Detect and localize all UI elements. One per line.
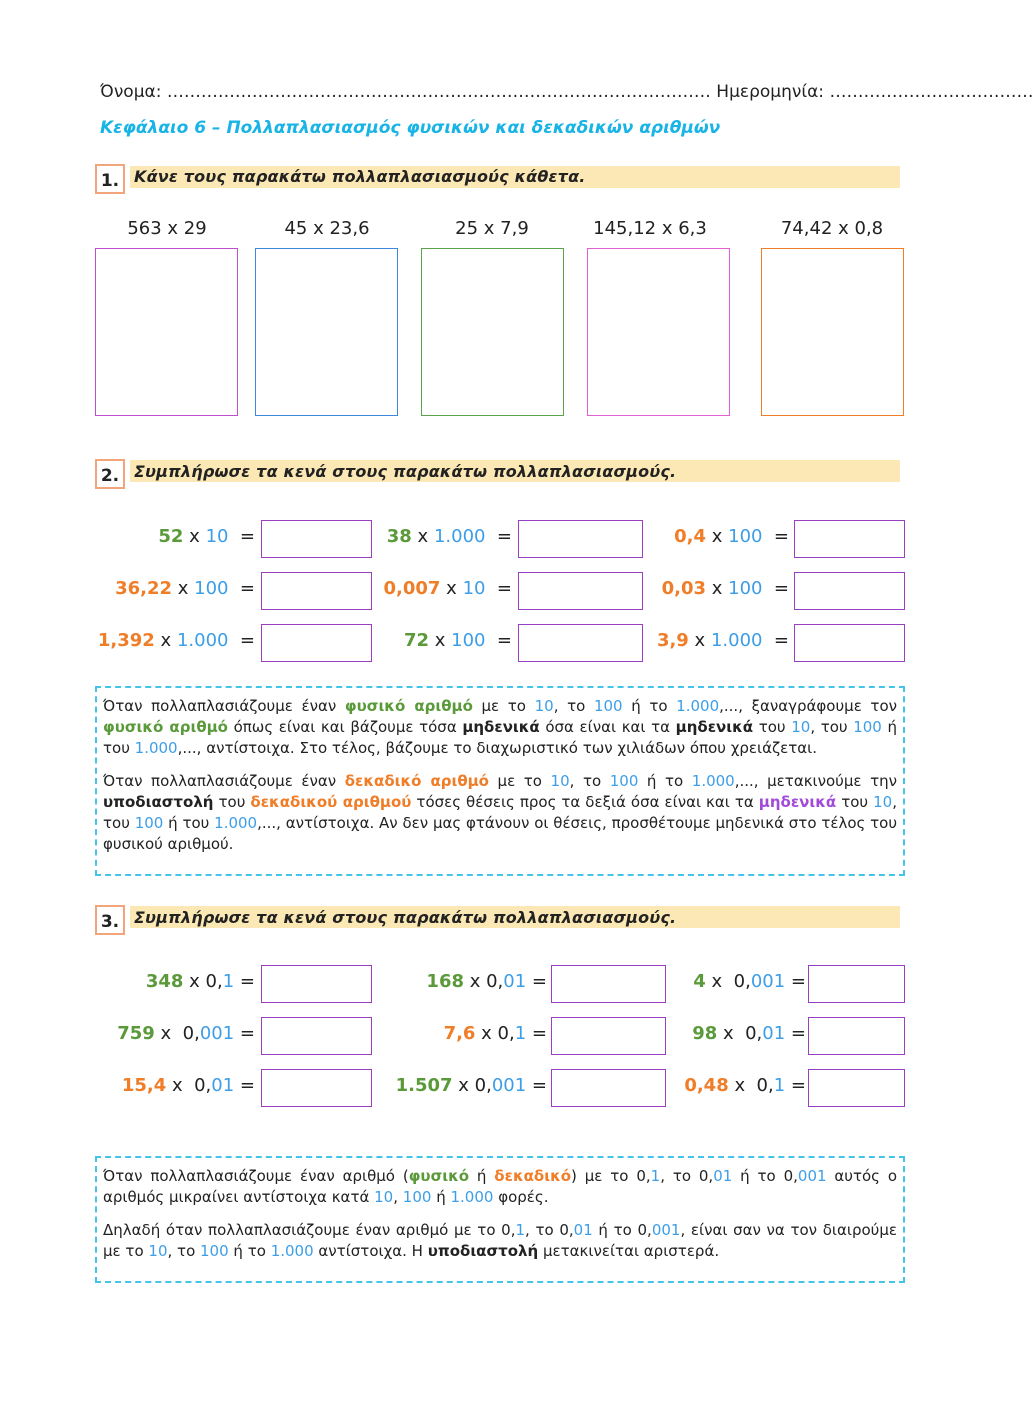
answer-box[interactable] bbox=[808, 965, 905, 1003]
operator: x bbox=[688, 630, 711, 651]
operator: x 0, bbox=[464, 971, 504, 992]
text-segment: , το bbox=[553, 697, 594, 715]
text-segment: , το bbox=[569, 772, 610, 790]
equals-sign: = bbox=[228, 578, 255, 599]
text-segment: , είναι σαν να τον διαιρούμε με το bbox=[103, 1221, 897, 1260]
text-segment: ή το 0, bbox=[732, 1167, 798, 1185]
text-segment: 1.000 bbox=[450, 1188, 494, 1206]
multiplier-zeros: 00 bbox=[739, 578, 763, 599]
equals-sign: = bbox=[228, 630, 255, 651]
equation bbox=[115, 578, 255, 599]
work-area-box[interactable] bbox=[255, 248, 398, 416]
text-segment: , του bbox=[810, 718, 854, 736]
text-segment: μηδενικά bbox=[758, 793, 837, 811]
equation bbox=[657, 630, 789, 651]
text-segment: 10 bbox=[791, 718, 811, 736]
operator: x bbox=[440, 578, 463, 599]
text-segment: του bbox=[213, 793, 251, 811]
text-segment: ή του bbox=[163, 814, 215, 832]
text-segment: με το bbox=[488, 772, 551, 790]
text-segment: Όταν πολλαπλασιάζουμε έναν bbox=[103, 772, 345, 790]
operator: x bbox=[154, 630, 177, 651]
equals-sign: = bbox=[485, 526, 512, 547]
operand: 52 bbox=[158, 526, 184, 547]
section-1-number: 1. bbox=[95, 164, 125, 194]
equation bbox=[693, 971, 806, 992]
text-segment: 100 bbox=[134, 814, 164, 832]
text-segment: 100 bbox=[593, 697, 623, 715]
section-1-title: Κάνε τους παρακάτω πολλαπλασιασμούς κάθετα. bbox=[134, 167, 586, 186]
equation bbox=[444, 1023, 547, 1044]
text-segment: 001 bbox=[651, 1221, 681, 1239]
answer-box[interactable] bbox=[261, 520, 372, 558]
section-2-title: Συμπλήρωσε τα κενά στους παρακάτω πολλαπλασιασμούς. bbox=[134, 462, 677, 481]
text-segment: , το bbox=[167, 1242, 201, 1260]
equation bbox=[158, 526, 255, 547]
text-segment: με το bbox=[472, 697, 535, 715]
answer-box[interactable] bbox=[261, 1017, 372, 1055]
multiplier-digits: 001 bbox=[750, 971, 786, 992]
text-segment: Όταν πολλαπλασιάζουμε έναν αριθμό ( bbox=[103, 1167, 409, 1185]
multiplier-zeros: 0 bbox=[474, 578, 486, 599]
text-segment: ,..., αντίστοιχα. Στο τέλος, βάζουμε το διαχωριστικό των χιλιάδων όπου χρειάζεται. bbox=[177, 739, 818, 757]
date-field[interactable]: ……………………………… bbox=[829, 82, 1033, 102]
multiplier-digits: 01 bbox=[762, 1023, 786, 1044]
answer-box[interactable] bbox=[518, 624, 643, 662]
operator: x bbox=[411, 526, 434, 547]
operand: 0,4 bbox=[674, 526, 706, 547]
operand: 168 bbox=[426, 971, 464, 992]
text-segment: 1.000 bbox=[214, 814, 258, 832]
text-segment: ή το bbox=[228, 1242, 271, 1260]
equals-sign: = bbox=[762, 526, 789, 547]
operand: 15,4 bbox=[121, 1075, 167, 1096]
text-segment: 10 bbox=[550, 772, 570, 790]
problem-label: 563 x 29 bbox=[127, 218, 207, 239]
section-3-number: 3. bbox=[95, 905, 125, 935]
answer-box[interactable] bbox=[794, 572, 905, 610]
operand: 759 bbox=[117, 1023, 155, 1044]
answer-box[interactable] bbox=[518, 520, 643, 558]
text-segment: δεκαδικό αριθμό bbox=[344, 772, 489, 790]
equation bbox=[117, 1023, 255, 1044]
equals-sign: = bbox=[785, 1075, 806, 1096]
equals-sign: = bbox=[485, 630, 512, 651]
equation bbox=[674, 526, 789, 547]
answer-box[interactable] bbox=[551, 1017, 666, 1055]
multiplier-digits: 01 bbox=[211, 1075, 235, 1096]
problem-label: 145,12 x 6,3 bbox=[593, 218, 707, 239]
equation bbox=[98, 630, 255, 651]
answer-box[interactable] bbox=[261, 624, 372, 662]
text-segment: 1 bbox=[515, 1221, 526, 1239]
text-segment: 1 bbox=[650, 1167, 661, 1185]
answer-box[interactable] bbox=[794, 624, 905, 662]
multiplier-digit: 1 bbox=[728, 578, 740, 599]
operator: x 0, bbox=[452, 1075, 492, 1096]
problem-label: 25 x 7,9 bbox=[455, 218, 529, 239]
answer-box[interactable] bbox=[794, 520, 905, 558]
text-segment: 10 bbox=[374, 1188, 394, 1206]
answer-box[interactable] bbox=[551, 965, 666, 1003]
operand: 98 bbox=[692, 1023, 718, 1044]
answer-box[interactable] bbox=[261, 1069, 372, 1107]
work-area-box[interactable] bbox=[587, 248, 730, 416]
text-segment: υποδιαστολή bbox=[427, 1242, 539, 1260]
text-segment: φυσικό αριθμό bbox=[344, 697, 473, 715]
answer-box[interactable] bbox=[518, 572, 643, 610]
operator: x bbox=[706, 526, 729, 547]
operator: x 0, bbox=[475, 1023, 515, 1044]
equation bbox=[426, 971, 547, 992]
text-segment: 01 bbox=[573, 1221, 593, 1239]
text-segment: ή το bbox=[638, 772, 692, 790]
note-2-paragraph-1 bbox=[103, 1166, 897, 1208]
operand: 348 bbox=[145, 971, 184, 992]
operator: x bbox=[706, 578, 729, 599]
answer-box[interactable] bbox=[261, 965, 372, 1003]
equation bbox=[387, 526, 512, 547]
operator: x 0, bbox=[183, 971, 223, 992]
text-segment: ή bbox=[431, 1188, 451, 1206]
text-segment: δεκαδικό bbox=[494, 1167, 572, 1185]
text-segment: 1.000 bbox=[134, 739, 178, 757]
equation bbox=[146, 971, 255, 992]
work-area-box[interactable] bbox=[761, 248, 904, 416]
text-segment: φορές. bbox=[493, 1188, 549, 1206]
operand: 3,9 bbox=[656, 630, 689, 651]
equation bbox=[404, 630, 512, 651]
multiplier-digit: 1 bbox=[728, 526, 740, 547]
multiplier-digit: 1 bbox=[194, 578, 206, 599]
multiplier-digits: 1 bbox=[514, 1023, 527, 1044]
text-segment: ,..., αντίστοιχα. Αν δεν μας φτάνουν οι θέσεις, προσθέτουμε μηδενικά στο τέλος του φυσικού αριθμού. bbox=[103, 814, 898, 853]
multiplier-zeros: 00 bbox=[739, 526, 763, 547]
text-segment: τόσες θέσεις προς τα δεξιά όσα είναι και τα bbox=[411, 793, 759, 811]
operand: 4 bbox=[693, 971, 706, 992]
text-segment: του bbox=[836, 793, 874, 811]
text-segment: 100 bbox=[609, 772, 639, 790]
text-segment: αντίστοιχα. Η bbox=[313, 1242, 428, 1260]
operand: 1.507 bbox=[395, 1075, 453, 1096]
text-segment: , το 0, bbox=[525, 1221, 574, 1239]
text-segment: φυσικό bbox=[408, 1167, 470, 1185]
multiplier-digits: 1 bbox=[222, 971, 235, 992]
note-box-1 bbox=[95, 686, 905, 876]
operator: x 0, bbox=[717, 1023, 763, 1044]
operator: x bbox=[183, 526, 206, 547]
operand: 36,22 bbox=[115, 578, 172, 599]
operand: 0,48 bbox=[684, 1075, 729, 1096]
multiplier-digit: 1 bbox=[205, 526, 218, 547]
multiplier-digits: 001 bbox=[491, 1075, 527, 1096]
operand: 7,6 bbox=[443, 1023, 476, 1044]
text-segment: ή του bbox=[103, 718, 897, 757]
note-box-2 bbox=[95, 1156, 905, 1283]
text-segment: , του bbox=[103, 793, 897, 832]
text-segment: όπως είναι και βάζουμε τόσα bbox=[227, 718, 463, 736]
text-segment: Δηλαδή όταν πολλαπλασιάζουμε έναν αριθμό με το 0, bbox=[103, 1221, 516, 1239]
text-segment: ή bbox=[469, 1167, 495, 1185]
equals-sign: = bbox=[762, 578, 789, 599]
work-area-box[interactable] bbox=[95, 248, 238, 416]
text-segment: όσα είναι και τα bbox=[539, 718, 676, 736]
text-segment: Όταν πολλαπλασιάζουμε έναν bbox=[103, 697, 345, 715]
multiplier-zeros: .000 bbox=[722, 630, 763, 651]
date-label: Ημερομηνία: bbox=[716, 82, 825, 102]
header-line bbox=[100, 82, 1033, 102]
text-segment: υποδιαστολή bbox=[103, 793, 214, 811]
multiplier-digit: 1 bbox=[433, 526, 446, 547]
operand: 72 bbox=[403, 630, 429, 651]
equals-sign: = bbox=[234, 1023, 255, 1044]
multiplier-zeros: .000 bbox=[445, 526, 486, 547]
text-segment: μηδενικά bbox=[675, 718, 754, 736]
answer-box[interactable] bbox=[551, 1069, 666, 1107]
note-1-paragraph-1 bbox=[103, 696, 897, 759]
text-segment: ή το 0, bbox=[592, 1221, 652, 1239]
note-1-paragraph-2 bbox=[103, 771, 897, 855]
equation bbox=[684, 1075, 806, 1096]
text-segment: 01 bbox=[713, 1167, 733, 1185]
text-segment: ,..., ξαναγράφουμε τον bbox=[719, 697, 898, 715]
text-segment: 001 bbox=[797, 1167, 827, 1185]
multiplier-digits: 001 bbox=[199, 1023, 235, 1044]
text-segment: φυσικό αριθμό bbox=[103, 718, 228, 736]
text-segment: μετακινείται αριστερά. bbox=[538, 1242, 720, 1260]
multiplier-digit: 1 bbox=[462, 578, 475, 599]
text-segment: 100 bbox=[200, 1242, 229, 1260]
name-field[interactable]: …………………………………………………………………………………… bbox=[166, 82, 711, 102]
multiplier-digit: 1 bbox=[176, 630, 189, 651]
multiplier-zeros: 0 bbox=[217, 526, 229, 547]
multiplier-digits: 1 bbox=[773, 1075, 786, 1096]
text-segment: ) με το 0, bbox=[571, 1167, 651, 1185]
operator: x 0, bbox=[705, 971, 751, 992]
multiplier-zeros: 00 bbox=[462, 630, 486, 651]
text-segment: , bbox=[393, 1188, 403, 1206]
text-segment: 100 bbox=[402, 1188, 432, 1206]
equals-sign: = bbox=[234, 1075, 255, 1096]
equals-sign: = bbox=[526, 971, 547, 992]
equation bbox=[396, 1075, 547, 1096]
text-segment: 10 bbox=[148, 1242, 168, 1260]
operand: 0,007 bbox=[383, 578, 441, 599]
answer-box[interactable] bbox=[261, 572, 372, 610]
text-segment: ή το bbox=[622, 697, 677, 715]
text-segment: αυτός ο αριθμός μικραίνει αντίστοιχα κατά bbox=[103, 1167, 898, 1206]
operator: x 0, bbox=[166, 1075, 212, 1096]
text-segment: , το 0, bbox=[660, 1167, 714, 1185]
text-segment: δεκαδικού αριθμού bbox=[250, 793, 412, 811]
text-segment: 100 bbox=[853, 718, 882, 736]
multiplier-zeros: 00 bbox=[205, 578, 229, 599]
operator: x 0, bbox=[154, 1023, 200, 1044]
operator: x 0, bbox=[728, 1075, 774, 1096]
section-2-number: 2. bbox=[95, 459, 125, 489]
equation bbox=[384, 578, 512, 599]
equals-sign: = bbox=[234, 971, 255, 992]
equals-sign: = bbox=[526, 1023, 547, 1044]
chapter-title: Κεφάλαιο 6 – Πολλαπλασιασμός φυσικών και δεκαδικών αριθμών bbox=[100, 118, 721, 138]
text-segment: 1.000 bbox=[270, 1242, 314, 1260]
text-segment: 10 bbox=[534, 697, 554, 715]
multiplier-digits: 01 bbox=[503, 971, 527, 992]
equals-sign: = bbox=[762, 630, 789, 651]
text-segment: μηδενικά bbox=[462, 718, 540, 736]
equation bbox=[692, 1023, 806, 1044]
equals-sign: = bbox=[485, 578, 512, 599]
answer-box[interactable] bbox=[808, 1069, 905, 1107]
text-segment: του bbox=[753, 718, 792, 736]
section-3-title: Συμπλήρωσε τα κενά στους παρακάτω πολλαπλασιασμούς. bbox=[134, 908, 677, 927]
operator: x bbox=[172, 578, 195, 599]
multiplier-digit: 1 bbox=[710, 630, 723, 651]
text-segment: 1.000 bbox=[676, 697, 720, 715]
equation bbox=[662, 578, 789, 599]
problem-label: 45 x 23,6 bbox=[284, 218, 370, 239]
problem-label: 74,42 x 0,8 bbox=[780, 218, 884, 239]
work-area-box[interactable] bbox=[421, 248, 564, 416]
equals-sign: = bbox=[785, 1023, 806, 1044]
operand: 1,392 bbox=[97, 630, 155, 651]
operand: 38 bbox=[386, 526, 412, 547]
multiplier-zeros: .000 bbox=[188, 630, 229, 651]
operand: 0,03 bbox=[661, 578, 706, 599]
answer-box[interactable] bbox=[808, 1017, 905, 1055]
equals-sign: = bbox=[526, 1075, 547, 1096]
equals-sign: = bbox=[785, 971, 806, 992]
text-segment: 1.000 bbox=[691, 772, 735, 790]
name-label: Όνομα: bbox=[100, 82, 162, 102]
text-segment: 10 bbox=[873, 793, 893, 811]
multiplier-digit: 1 bbox=[451, 630, 463, 651]
equation bbox=[122, 1075, 255, 1096]
operator: x bbox=[429, 630, 452, 651]
note-2-paragraph-2 bbox=[103, 1220, 897, 1262]
text-segment: ,..., μετακινούμε την bbox=[734, 772, 897, 790]
equals-sign: = bbox=[228, 526, 255, 547]
